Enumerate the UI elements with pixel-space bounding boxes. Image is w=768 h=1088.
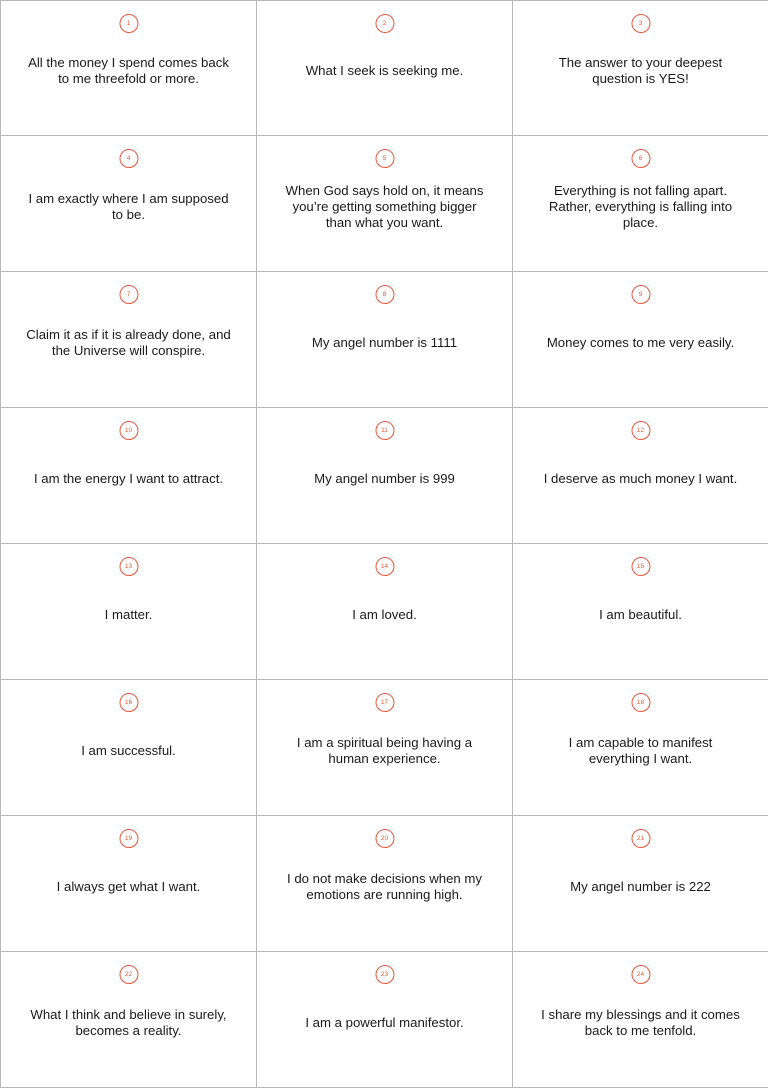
affirmation-text: All the money I spend comes back to me threefold or more. [28, 55, 229, 86]
affirmation-card [513, 816, 768, 952]
affirmation-text: I do not make decisions when my emotions are running high. [287, 870, 482, 902]
affirmation-card [513, 952, 768, 1088]
card-number-badge: 4 [119, 149, 138, 168]
card-number-badge: 18 [631, 693, 650, 712]
affirmation-card [257, 272, 513, 408]
affirmation-card [257, 408, 513, 544]
affirmation-text: I am beautiful. [599, 606, 682, 622]
affirmation-card [513, 408, 768, 544]
card-number-badge: 9 [631, 285, 650, 304]
card-number-badge: 10 [119, 421, 138, 440]
affirmation-text: What I think and believe in surely, becomes a reality. [30, 1006, 227, 1038]
affirmation-text: Everything is not falling apart. Rather, everything is falling into place. [548, 182, 733, 230]
affirmation-card [0, 272, 257, 408]
affirmation-card [513, 544, 768, 680]
card-number-badge: 2 [375, 14, 394, 33]
affirmation-text: I am a spiritual being having a human experience. [296, 734, 473, 766]
affirmation-text: I am the energy I want to attract. [33, 470, 224, 486]
affirmation-text: I always get what I want. [56, 878, 201, 894]
affirmation-card [513, 0, 768, 136]
affirmation-card [257, 952, 513, 1088]
card-number-badge: 8 [375, 285, 394, 304]
affirmation-text: I am capable to manifest everything I want. [568, 734, 713, 766]
affirmation-text: The answer to your deepest question is YES! [558, 55, 723, 86]
affirmation-text: I am exactly where I am supposed to be. [28, 190, 229, 222]
card-number-badge: 24 [631, 965, 650, 984]
affirmation-text: My angel number is 222 [570, 878, 711, 894]
affirmation-card [257, 0, 513, 136]
affirmation-card [257, 680, 513, 816]
card-number-badge: 15 [631, 557, 650, 576]
affirmation-text: When God says hold on, it means you’re getting something bigger than what you want. [285, 182, 484, 230]
card-number-badge: 16 [119, 693, 138, 712]
card-number-badge: 6 [631, 149, 650, 168]
card-number-badge: 23 [375, 965, 394, 984]
affirmation-card [0, 952, 257, 1088]
affirmation-text: Claim it as if it is already done, and the Universe will conspire. [26, 326, 231, 358]
card-number-badge: 19 [119, 829, 138, 848]
card-number-badge: 5 [375, 149, 394, 168]
card-number-badge: 20 [375, 829, 394, 848]
card-number-badge: 1 [119, 14, 138, 33]
affirmation-card [0, 0, 257, 136]
card-number-badge: 7 [119, 285, 138, 304]
card-number-badge: 21 [631, 829, 650, 848]
card-number-badge: 17 [375, 693, 394, 712]
affirmation-card [257, 136, 513, 272]
affirmation-text: I am a powerful manifestor. [305, 1014, 464, 1030]
affirmation-card [0, 544, 257, 680]
affirmation-text: My angel number is 1111 [311, 334, 458, 350]
affirmation-card [513, 680, 768, 816]
affirmation-text: I am successful. [81, 742, 176, 758]
affirmation-card [0, 408, 257, 544]
affirmation-card [513, 136, 768, 272]
card-number-badge: 13 [119, 557, 138, 576]
affirmation-text: I matter. [104, 606, 153, 622]
affirmation-card [0, 680, 257, 816]
affirmation-text: What I seek is seeking me. [305, 63, 464, 78]
card-number-badge: 11 [375, 421, 394, 440]
affirmation-text: Money comes to me very easily. [546, 334, 735, 350]
affirmation-card [513, 272, 768, 408]
affirmation-card [0, 136, 257, 272]
card-number-badge: 12 [631, 421, 650, 440]
affirmation-text: I deserve as much money I want. [543, 470, 738, 486]
affirmation-card [257, 816, 513, 952]
affirmation-text: My angel number is 999 [314, 470, 455, 486]
card-number-badge: 3 [631, 14, 650, 33]
affirmation-card [0, 816, 257, 952]
card-number-badge: 14 [375, 557, 394, 576]
card-number-badge: 22 [119, 965, 138, 984]
affirmation-card [257, 544, 513, 680]
affirmation-text: I share my blessings and it comes back to me tenfold. [541, 1006, 740, 1038]
affirmation-text: I am loved. [352, 606, 417, 622]
